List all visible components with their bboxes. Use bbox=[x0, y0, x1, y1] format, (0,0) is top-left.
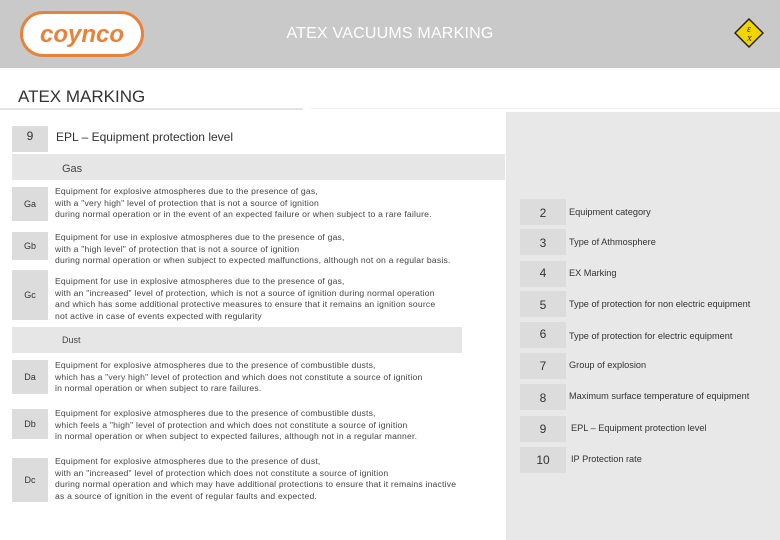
legend-number: 5 bbox=[520, 291, 566, 317]
legend-number: 10 bbox=[520, 447, 566, 473]
logo-text: coynco bbox=[39, 21, 125, 48]
legend-number: 9 bbox=[520, 416, 566, 442]
code-da: Da bbox=[12, 360, 48, 394]
header-bar bbox=[0, 0, 780, 68]
legend-number: 8 bbox=[520, 384, 566, 410]
epl-heading: EPL – Equipment protection level bbox=[56, 130, 233, 144]
code-db: Db bbox=[12, 409, 48, 439]
page-title: ATEX VACUUMS MARKING bbox=[286, 25, 494, 42]
dust-label: Dust bbox=[62, 335, 81, 345]
desc-db: Equipment for explosive atmospheres due to the presence of combustible dusts, which feels a "high" level of protection and which does not constitute a source of ignition in normal operation or when subject to expected failures, although not in a regular manner. bbox=[55, 408, 418, 442]
legend-label: EPL – Equipment protection level bbox=[571, 423, 707, 433]
legend-label: Equipment category bbox=[569, 207, 651, 217]
svg-text:ε: ε bbox=[747, 24, 751, 35]
code-gb: Gb bbox=[12, 232, 48, 260]
svg-text:x: x bbox=[747, 33, 752, 44]
legend-number: 3 bbox=[520, 229, 566, 255]
legend-label: EX Marking bbox=[569, 268, 617, 278]
desc-da: Equipment for explosive atmospheres due to the presence of combustible dusts, which has a "very high" level of protection and which does not constitute a source of ignition in normal operation or when subject to rare failures. bbox=[55, 360, 423, 394]
desc-gb: Equipment for use in explosive atmospheres due to the presence of gas, with a "high level" of protection that is not a source of ignition during normal operation or when subject to expected malfunctions, although not on a regular basis. bbox=[55, 232, 451, 266]
ex-hazard-icon bbox=[734, 18, 764, 48]
legend-number: 4 bbox=[520, 261, 566, 287]
legend-label: Type of protection for electric equipment bbox=[569, 331, 733, 341]
legend-number: 2 bbox=[520, 199, 566, 225]
section-divider-right bbox=[311, 108, 780, 109]
legend-label: Type of Athmosphere bbox=[569, 237, 656, 247]
code-dc: Dc bbox=[12, 458, 48, 502]
legend-label: Group of explosion bbox=[569, 360, 647, 370]
code-gc: Gc bbox=[12, 270, 48, 320]
section-title: ATEX MARKING bbox=[18, 87, 146, 106]
legend-label: IP Protection rate bbox=[571, 454, 642, 464]
desc-gc: Equipment for use in explosive atmospheres due to the presence of gas, with an "increased" level of protection, which is not a source of ignition during normal operation and which has some additional protective measures to ensure that it remains an ignition source not active in case of events expected with regularity bbox=[55, 276, 436, 322]
code-ga: Ga bbox=[12, 187, 48, 221]
gas-band bbox=[12, 154, 505, 180]
section-divider bbox=[0, 108, 303, 110]
section-number-badge: 9 bbox=[12, 126, 48, 152]
desc-ga: Equipment for explosive atmospheres due to the presence of gas, with a "very high" level of protection that is not a source of ignition during normal operation or in the event of an expected failure or when subject to a rare failure. bbox=[55, 186, 432, 220]
legend-number: 7 bbox=[520, 353, 566, 379]
legend-label: Type of protection for non electric equipment bbox=[569, 299, 751, 309]
legend-number: 6 bbox=[520, 322, 566, 348]
desc-dc: Equipment for explosive atmospheres due to the presence of dust, with an "increased" level of protection which does not constitute a source of ignition during normal operation and which may have additional protections to ensure that it remains inactive as a source of ignition in the event of regular faults and expected. bbox=[55, 456, 457, 502]
legend-label: Maximum surface temperature of equipment bbox=[569, 391, 750, 401]
gas-label: Gas bbox=[62, 163, 83, 175]
